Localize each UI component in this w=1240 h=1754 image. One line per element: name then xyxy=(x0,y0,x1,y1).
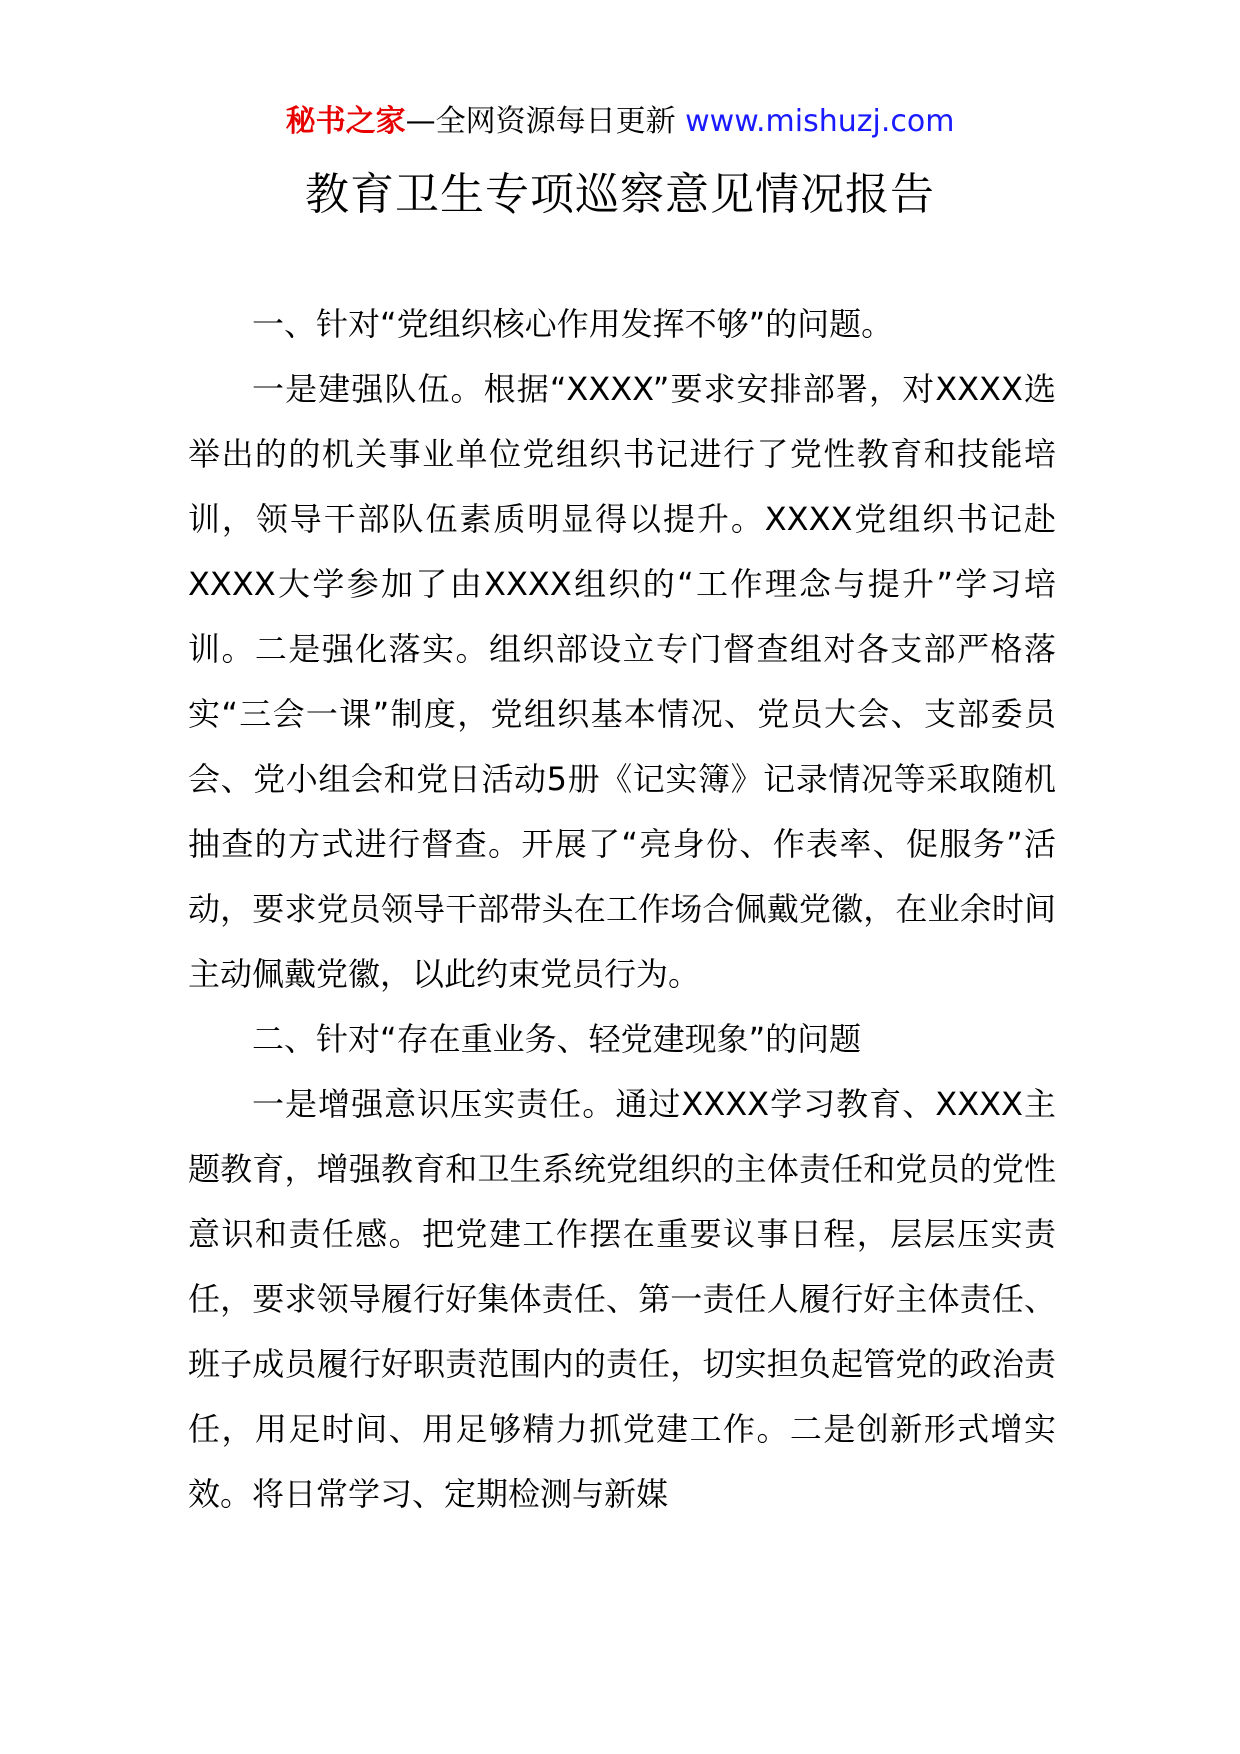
section-1-heading: 一、针对“党组织核心作用发挥不够”的问题。 xyxy=(252,305,894,343)
section-2-heading: 二、针对“存在重业务、轻党建现象”的问题 xyxy=(252,1020,862,1058)
site-url-link[interactable]: www.mishuzj.com xyxy=(685,104,955,139)
section-1-paragraph: 一是建强队伍。根据“XXXX”要求安排部署，对XXXX选举出的的机关事业单位党组织书记进行了党性教育和技能培训，领导干部队伍素质明显得以提升。XXXX党组织书记赴XXXX大学参加了由XXXX组织的“工作理念与提升”学习培训。二是强化落实。组织部设立专门督查组对各支部严格落实“三会一课”制度，党组织基本情况、党员大会、支部委员会、党小组会和党日活动5册《记实簿》记录情况等采取随机抽查的方式进行督查。开展了“亮身份、作表率、促服务”活动，要求党员领导干部带头在工作场合佩戴党徽，在业余时间主动佩戴党徽，以此约束党员行为。 xyxy=(188,370,1056,993)
brand-name: 秘书之家 xyxy=(285,104,406,139)
banner-tagline: —全网资源每日更新 xyxy=(405,104,686,139)
section-2-paragraph: 一是增强意识压实责任。通过XXXX学习教育、XXXX主题教育，增强教育和卫生系统党组织的主体责任和党员的党性意识和责任感。把党建工作摆在重要议事日程，层层压实责任，要求领导履行好集体责任、第一责任人履行好主体责任、班子成员履行好职责范围内的责任，切实担负起管党的政治责任，用足时间、用足够精力抓党建工作。二是创新形式增实效。将日常学习、定期检测与新媒 xyxy=(188,1085,1056,1513)
site-banner xyxy=(0,100,1240,144)
document-body xyxy=(188,292,1056,1527)
document-title: 教育卫生专项巡察意见情况报告 xyxy=(305,169,935,220)
